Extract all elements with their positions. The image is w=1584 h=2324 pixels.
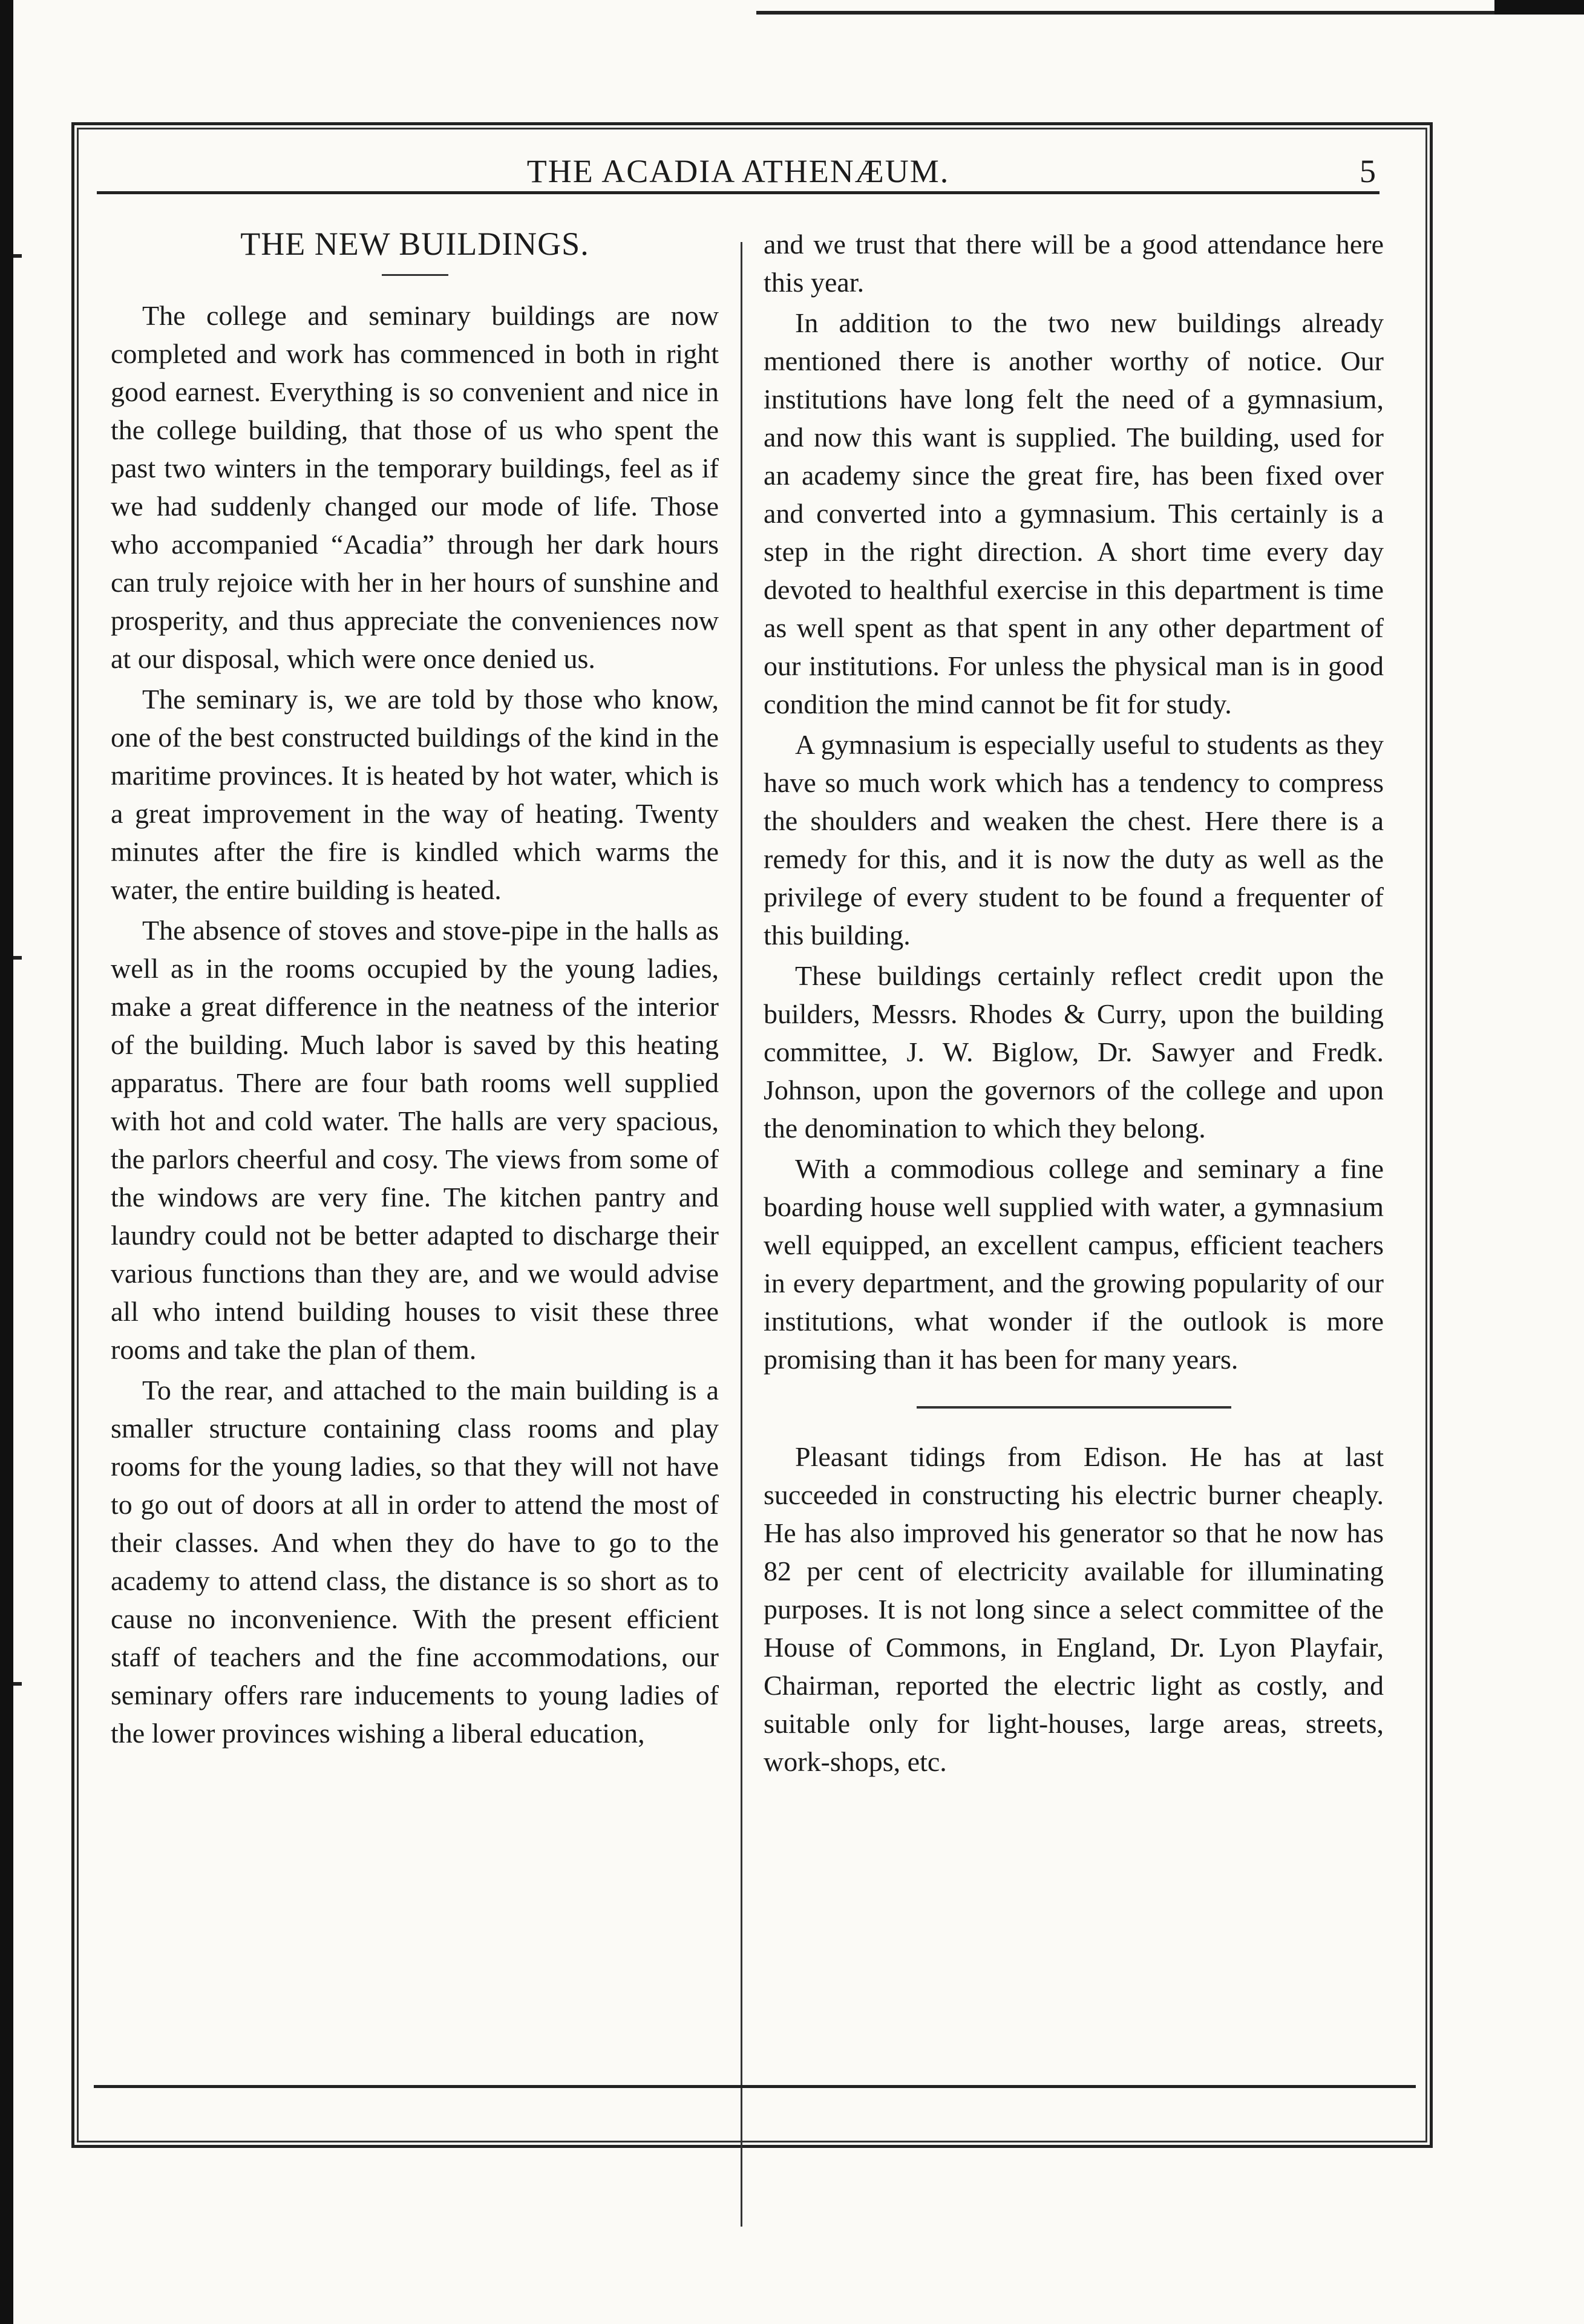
binding-mark bbox=[13, 254, 22, 258]
news-item-paragraph: Pleasant tidings from Edison. He has at last succeeded in constructing his electric burner cheaply. He has also improved his generator so that he now has 82 per cent of electricity available for illuminating purposes. It is not long since a select committee of the House of Commons, in England, Dr. Lyon Playfair, Chairman, reported the electric light as costly, and suitable only for light-houses, large areas, streets, work-shops, etc. bbox=[764, 1441, 1384, 1777]
article-paragraph: A gymnasium is especially useful to students as they have so much work which has a tendency to compress the shoulders and weaken the chest. Here there is a remedy for this, and it is now the duty as well as the privilege of every student to be found a frequenter of this building. bbox=[764, 729, 1384, 951]
left-column bbox=[111, 225, 719, 1755]
article-title: THE NEW BUILDINGS. bbox=[240, 226, 589, 262]
binding-mark bbox=[13, 1682, 22, 1686]
top-edge-rule bbox=[756, 11, 1555, 15]
article-paragraph: With a commodious college and seminary a fine boarding house well supplied with water, a gymnasium well equipped, an excellent campus, efficient teachers in every department, and the growing popularity of our institutions, what wonder if the outlook is more promising than it has been for many years. bbox=[764, 1153, 1384, 1375]
right-column bbox=[764, 225, 1384, 1783]
article-paragraph: The seminary is, we are told by those who know, one of the best constructed buildings of the kind in the maritime provinces. It is heated by hot water, which is a great improvement in the way of heating. Twenty minutes after the fire is kindled which warms the water, the entire building is heated. bbox=[111, 684, 719, 905]
article-paragraph: The absence of stoves and stove-pipe in the halls as well as in the rooms occupied by the young ladies, make a great difference in the neatness of the interior of the building. Much labor is saved by this heating apparatus. There are four bath rooms well supplied with hot and cold water. The halls are very spacious, the parlors cheerful and cosy. The views from some of the windows are very fine. The kitchen pantry and laundry could not be better adapted to discharge their various functions than they are, and we would advise all who intend building houses to visit these three rooms and take the plan of them. bbox=[111, 915, 719, 1365]
page-number: 5 bbox=[1360, 153, 1376, 189]
article-paragraph: These buildings certainly reflect credit upon the builders, Messrs. Rhodes & Curry, upon the building committee, J. W. Biglow, Dr. Sawyer and Fredk. Johnson, upon the governors of the college and upon the denomination to which they belong. bbox=[764, 960, 1384, 1144]
article-paragraph: To the rear, and attached to the main building is a smaller structure containing class rooms and play rooms for the young ladies, so that they will not have to go out of doors at all in order to attend the most of their classes. And when they do have to go to the academy to attend class, the distance is so short as to cause no inconvenience. With the present efficient staff of teachers and the fine accommodations, our seminary offers rare inducements to young ladies of the lower provinces wishing a liberal education, bbox=[111, 1375, 719, 1749]
article-paragraph: In addition to the two new buildings already mentioned there is another worthy of notice. Our institutions have long felt the need of a gymnasium, and now this want is supplied. The building, used for an academy since the great fire, has been fixed over and converted into a gymnasium. This certainly is a step in the right direction. A short time every day devoted to healthful exercise in this department is time as well spent as that spent in any other department of our institutions. For unless the physical man is in good condition the mind cannot be fit for study. bbox=[764, 307, 1384, 719]
journal-title: THE ACADIA ATHENÆUM. bbox=[526, 153, 950, 189]
top-edge-block bbox=[1494, 0, 1584, 15]
page-header bbox=[97, 149, 1379, 194]
title-rule bbox=[382, 274, 448, 276]
article-paragraph: The college and seminary buildings are now completed and work has commenced in both in right good earnest. Everything is so convenient and nice in the college building, that those of us who spent the past two winters in the temporary buildings, feel as if we had suddenly changed our mode of life. Those who accompanied “Acadia” through her dark hours can truly rejoice with her in her hours of sunshine and prosperity, and thus appreciate the conveniences now at our disposal, which were once denied us. bbox=[111, 300, 719, 674]
binding-mark bbox=[13, 956, 22, 960]
binding-edge bbox=[0, 0, 13, 2324]
section-divider bbox=[917, 1406, 1231, 1409]
column-divider bbox=[741, 242, 742, 2227]
article-paragraph-continued: and we trust that there will be a good attendance here this year. bbox=[764, 229, 1384, 298]
bottom-rule bbox=[94, 2085, 1416, 2088]
